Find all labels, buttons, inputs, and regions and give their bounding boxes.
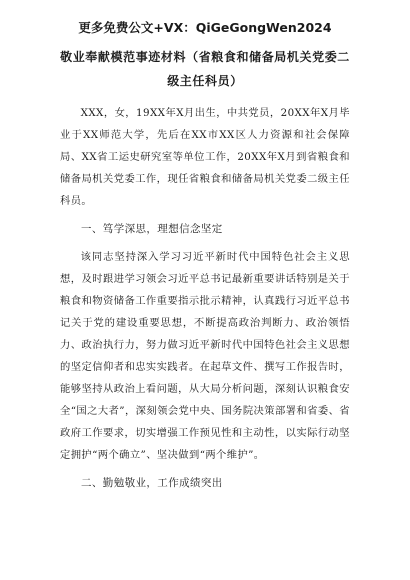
promo-header: 更多免费公文+VX：QiGeGongWen2024 [78,20,332,35]
intro-paragraph: XXX，女，19XX年X月出生，中共党员，20XX年X月毕业于XX师范大学，先后在XX市XX区人力资源和社会保障局、XX省工运史研究室等单位工作，20XX年X月到省粮食和储备局机关党委工作，现任省粮食和储备局机关党委二级主任科员。 [60,107,350,207]
section-1-heading: 一、笃学深思，理想信念坚定 [81,223,223,235]
section-1-body: 该同志坚持深入学习习近平新时代中国特色社会主义思想，及时跟进学习领会习近平总书记最新重要讲话特别是关于粮食和物资储备工作重要指示批示精神，认真践行习近平总书记关于党的建设重要思想，不断提高政治判断力、政治领悟力、政治执行力，努力做习近平新时代中国特色社会主义思想的坚定信仰者和忠实实践者。在起草文件、撰写工作报告时，能够坚持从政治上看问题，从大局分析问题，深刻认识粮食安全“国之大者”，深刻领会党中央、国务院决策部署和省委、省政府工作要求，切实增强工作预见性和主动性，以实际行动坚定拥护“两个确立”、坚决做到“两个维护”。 [60,251,350,461]
section-2-heading: 二、勤勉敬业，工作成绩突出 [81,477,223,489]
document-title: 敬业奉献模范事迹材料（省粮食和储备局机关党委二级主任科员） [60,50,350,88]
